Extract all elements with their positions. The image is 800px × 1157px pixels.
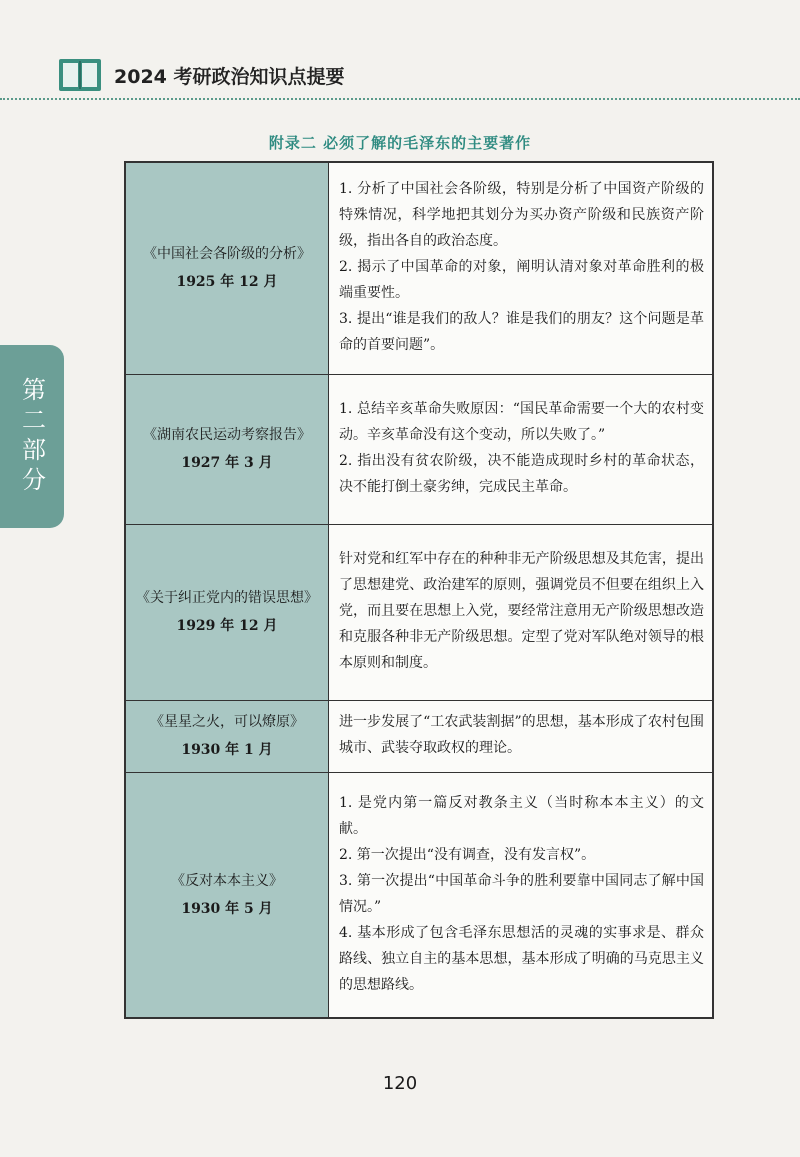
work-name: 《关于纠正党内的错误思想》 bbox=[136, 590, 318, 606]
header-title: 2024 考研政治知识点提要 bbox=[114, 65, 345, 88]
work-name: 《湖南农民运动考察报告》 bbox=[143, 427, 311, 443]
work-point: 2. 指出没有贫农阶级，决不能造成现时乡村的革命状态，决不能打倒土豪劣绅，完成民主革命。 bbox=[339, 453, 704, 495]
work-content-cell bbox=[329, 162, 714, 374]
work-content-cell bbox=[329, 374, 714, 524]
side-tab-label: 第二部分 bbox=[17, 376, 46, 497]
table-row bbox=[125, 374, 713, 524]
work-title-cell bbox=[125, 374, 329, 524]
work-title-cell bbox=[125, 524, 329, 700]
work-title-cell bbox=[125, 700, 329, 772]
work-point: 1. 分析了中国社会各阶级，特别是分析了中国资产阶级的特殊情况，科学地把其划分为买办资产阶级和民族资产阶级，指出各自的政治态度。 bbox=[339, 181, 704, 250]
header-divider bbox=[0, 98, 800, 100]
work-point: 4. 基本形成了包含毛泽东思想活的灵魂的实事求是、群众路线、独立自主的基本思想，基本形成了明确的马克思主义的思想路线。 bbox=[339, 924, 704, 993]
work-content-cell bbox=[329, 524, 714, 700]
work-name: 《中国社会各阶级的分析》 bbox=[143, 246, 311, 263]
page-number: 120 bbox=[382, 1073, 418, 1094]
table-row bbox=[125, 772, 713, 1018]
work-point: 1. 总结辛亥革命失败原因：“国民革命需要一个大的农村变动。辛亥革命没有这个变动，所以失败了。” bbox=[339, 401, 704, 443]
work-date: 1929 年 12 月 bbox=[176, 618, 278, 634]
section-side-tab bbox=[0, 345, 64, 528]
work-name: 《反对本本主义》 bbox=[171, 872, 283, 889]
work-point: 2. 揭示了中国革命的对象，阐明认清对象对革命胜利的极端重要性。 bbox=[339, 259, 704, 302]
work-point: 1. 是党内第一篇反对教条主义（当时称本本主义）的文献。 bbox=[339, 794, 704, 837]
work-content-cell bbox=[329, 772, 714, 1018]
page-header bbox=[58, 58, 345, 92]
work-date: 1927 年 3 月 bbox=[181, 455, 273, 471]
work-point: 针对党和红军中存在的种种非无产阶级思想及其危害，提出了思想建党、政治建军的原则，强调党员不但要在组织上入党，而且要在思想上入党，要经常注意用无产阶级思想改造和克服各种非无产阶级思想。定型了党对军队绝对领导的根本原则和制度。 bbox=[339, 551, 704, 671]
table-row bbox=[125, 162, 713, 374]
book-icon bbox=[58, 58, 102, 92]
work-point: 3. 第一次提出“中国革命斗争的胜利要靠中国同志了解中国情况。” bbox=[339, 872, 704, 915]
work-date: 1930 年 5 月 bbox=[181, 900, 273, 917]
work-content-cell bbox=[329, 700, 714, 772]
work-point: 进一步发展了“工农武装割据”的思想，基本形成了农村包围城市、武装夺取政权的理论。 bbox=[339, 714, 704, 756]
works-table bbox=[124, 161, 714, 1019]
table-row bbox=[125, 524, 713, 700]
work-point: 2. 第一次提出“没有调查，没有发言权”。 bbox=[339, 846, 596, 863]
work-date: 1925 年 12 月 bbox=[176, 274, 278, 291]
work-point: 3. 提出“谁是我们的敌人？谁是我们的朋友？这个问题是革命的首要问题”。 bbox=[339, 311, 704, 354]
section-title: 附录二 必须了解的毛泽东的主要著作 bbox=[268, 134, 532, 152]
work-title-cell bbox=[125, 162, 329, 374]
table-row bbox=[125, 700, 713, 772]
work-name: 《星星之火，可以燎原》 bbox=[150, 714, 304, 730]
work-date: 1930 年 1 月 bbox=[181, 742, 273, 758]
work-title-cell bbox=[125, 772, 329, 1018]
